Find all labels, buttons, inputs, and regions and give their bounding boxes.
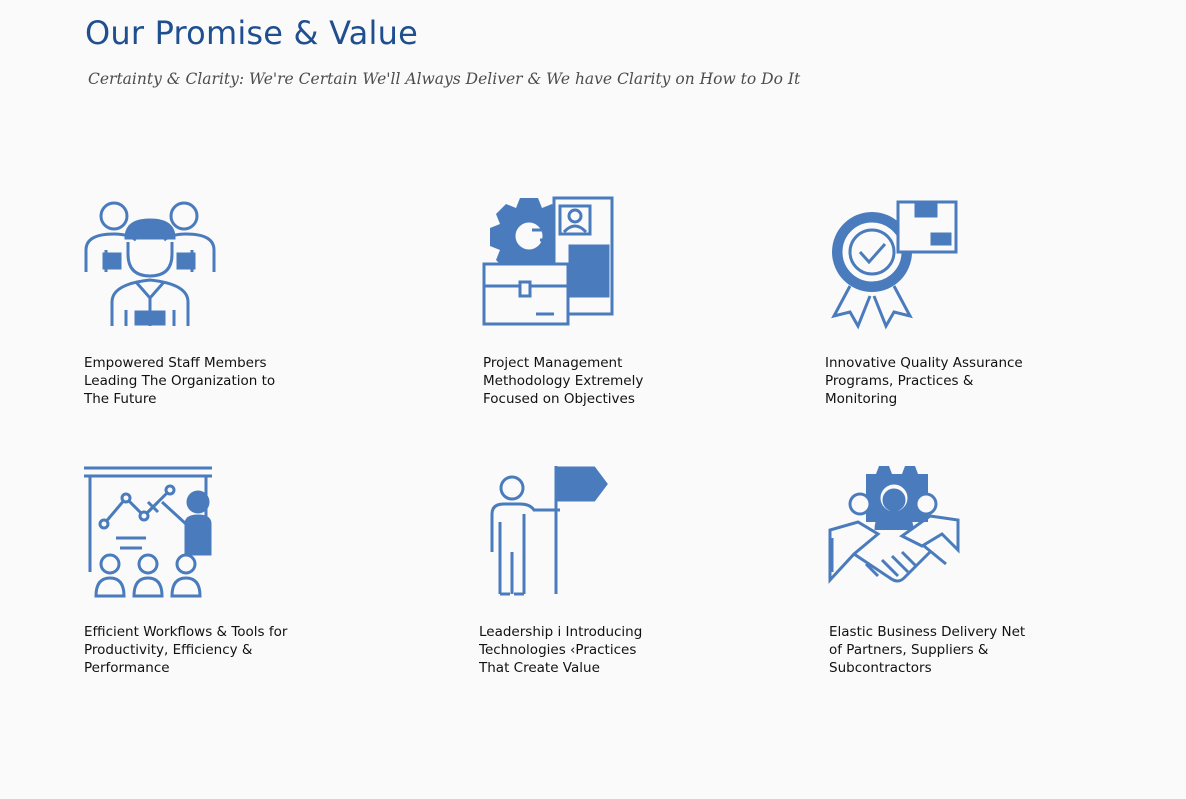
- value-card-label: Empowered Staff Members Leading The Organization to The Future: [84, 355, 276, 407]
- staff-team-icon: [80, 190, 220, 330]
- value-card-label: Efficient Workflows & Tools for Productivity, Efficiency & Performance: [84, 624, 288, 676]
- quality-badge-icon: [826, 190, 966, 330]
- value-card-quality-assurance: [825, 190, 1023, 407]
- value-card-label: Innovative Quality Assurance Programs, Practices & Monitoring: [825, 355, 1023, 407]
- value-card-staff: [80, 190, 276, 407]
- value-card-label: Project Management Methodology Extremely Focused on Objectives: [483, 355, 644, 407]
- leadership-flag-icon: [480, 460, 620, 600]
- value-card-project-management: [480, 190, 644, 407]
- workflow-presentation-icon: [80, 460, 220, 600]
- page-title: Our Promise & Value: [85, 14, 418, 52]
- partners-handshake-icon: [826, 460, 966, 600]
- page-subtitle: Certainty & Clarity: We're Certain We'll Always Deliver & We have Clarity on How to Do It: [88, 70, 801, 88]
- value-card-label: Leadership i Introducing Technologies ‹Practices That Create Value: [479, 624, 643, 676]
- project-management-icon: [480, 190, 620, 330]
- value-card-label: Elastic Business Delivery Net of Partners, Suppliers & Subcontractors: [829, 624, 1026, 676]
- value-card-leadership: [479, 460, 643, 676]
- value-card-partners: [826, 460, 1026, 676]
- value-card-workflows: [80, 460, 288, 676]
